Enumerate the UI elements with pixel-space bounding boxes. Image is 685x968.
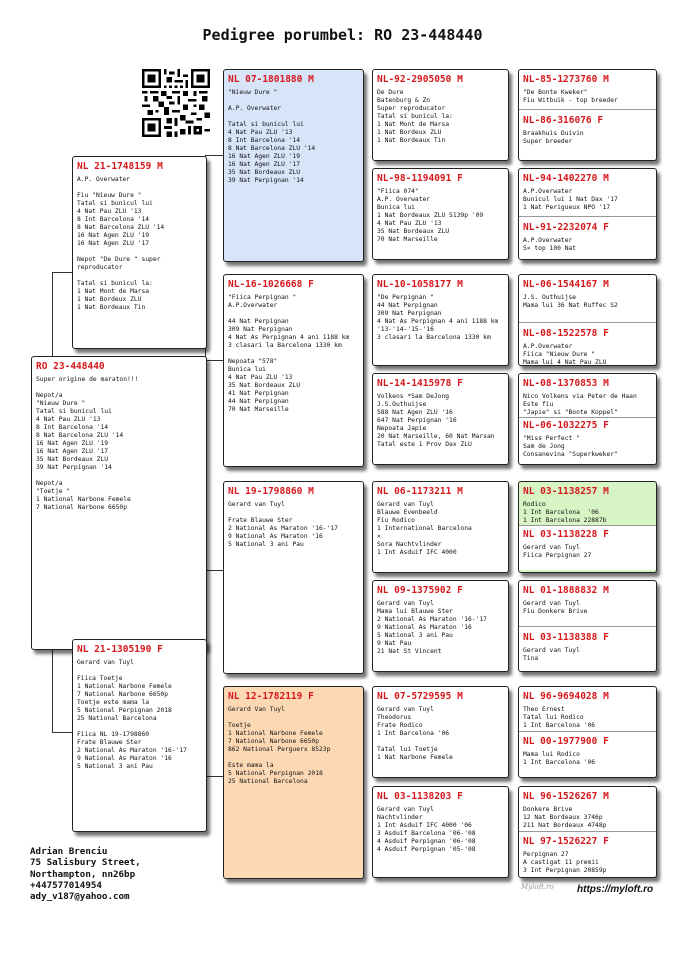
ggp-card-6[interactable] [372,580,509,672]
dam-card[interactable] [72,639,207,832]
ring-number: NL 09-1375902 F [377,585,463,596]
pigeon-details: Gerard van Tuyl Fiu Donkere Brive [523,600,588,615]
connector-line [52,272,73,357]
ring-number: NL-94-1402270 M [523,173,609,184]
pigeon-details: "Fiica Perpignan " A.P.Overwater 44 Nat Perpignan 309 Nat Perpignan 4 Nat As Perpignan 4 ani 1188 km 3 clasari la Barcelona 1330 km Nepoata "578" Bunica lui 4 Nat Pau ZLU '13 35 Nat Bordeaux ZLU 41 Nat Perpignan 44 Nat Perpignan 70 Nat Marseille [228,294,350,413]
ring-number: NL 03-1138388 F [523,632,609,643]
pigeon-details: A.P.Overwater Fiica "Nieuw Dure " Mama lui 4 Nat Pau ZLU [523,343,607,366]
gggp-pair-1[interactable] [518,69,657,161]
ring-number: NL-92-2905050 M [377,74,463,85]
pigeon-details: Gerard van Tuyl Nachtvlinder 1 Int Asduif IFC 4000 '06 3 Asduif Barcelona '06-'08 4 Asduif Perpignan '06-'08 4 Asduif Perpignan '05-'08 [377,806,476,853]
ring-number: NL-10-1058177 M [377,279,463,290]
sire-card[interactable] [72,156,207,349]
ring-number: NL-08-1370853 M [523,378,609,389]
ring-number: NL 21-1305190 F [77,644,163,655]
dam-dam-card[interactable] [223,686,364,879]
pigeon-details: Gerard van Tuyl Theodorus Frate Rodico 1 Int Barcelona '06 Tatal lui Toetje 1 Nat Narbone Femele [377,706,453,761]
pigeon-details: Gerard van Tuyl Tina [523,647,580,662]
divider [519,831,656,832]
ring-number: NL-86-316076 F [523,115,604,126]
gggp-pair-2[interactable] [518,168,657,260]
owner-name: Adrian Brenciu [30,846,108,857]
divider [519,417,656,418]
dam-sire-card[interactable] [223,481,364,674]
gggp-pair-8[interactable] [518,786,657,878]
ring-number: NL 19-1798860 M [228,486,314,497]
pigeon-details: "De Perpignan " 44 Nat Perpignan 309 Nat Perpignan 4 Nat As Perpignan 4 ani 1188 km '13-'14-'15-'16 3 clasari la Barcelona 1330 km [377,294,499,341]
gggp-pair-5[interactable] [518,481,657,573]
qr-code-icon[interactable] [142,69,210,137]
ring-number: NL 07-1801880 M [228,74,314,85]
pigeon-details: J.S. Outhuijse Mama lui 36 Nat Ruffec S2 [523,294,618,309]
ggp-card-1[interactable] [372,69,509,161]
divider [519,626,656,627]
gggp-pair-3[interactable] [518,274,657,366]
pigeon-details: Braakhuis Duivin Super breeder [523,130,584,145]
signature-watermark: Myloft.ro [521,883,554,891]
connector-line [205,155,224,198]
pigeon-details: Super origine de maraton!!! Nepot/a "Nieuw Dure " Tatal si bunicul lui 4 Nat Pau ZLU '13 8 Int Barcelona '14 8 Nat Barcelona ZLU '14 16 Nat Agen ZLU '19 16 Nat Agen ZLU '17 35 Nat Bordeaux ZLU 39 Nat Perpignan '14 Nepot/a "Toetje " 1 National Narbone Femele 7 National Narbone 6650p [36,376,139,511]
ring-number: NL 96-9694028 M [523,691,609,702]
ring-number: RO 23-448440 [36,361,105,372]
connector-line [52,650,73,733]
ring-number: NL 06-1173211 M [377,486,463,497]
pigeon-details: Donkere Brive 12 Nat Bordeaux 3746p 211 Nat Bordeaux 4748p [523,806,607,829]
pigeon-details: Gerard van Tuyl Fiica Perpignan 27 [523,544,592,559]
pigeon-details: Mama lui Rodico 1 Int Barcelona '06 [523,751,596,766]
pigeon-details: A.P. Overwater Fiu "Nieuw Dure " Tatal si bunicul lui 4 Nat Pau ZLU '13 8 Int Barcelona '14 8 Nat Barcelona ZLU '14 16 Nat Agen ZLU '19 16 Nat Agen ZLU '17 Nepot "De Dure " super reproducator Tatal si bunicul la: 1 Nat Mont de Marsa 1 Nat Bordeux ZLU 1 Nat Bordeaux Tin [77,176,165,311]
pigeon-details: "Nieuw Dure " A.P. Overwater Tatal si bunicul lui 4 Nat Pau ZLU '13 8 Int Barcelona '14 8 Nat Barcelona ZLU '14 16 Nat Agen ZLU '19 16 Nat Agen ZLU '17 35 Nat Bordeaux ZLU 39 Nat Perpignan '14 [228,89,316,184]
ggp-card-4[interactable] [372,373,509,465]
owner-contact [30,846,141,902]
ring-number: NL-16-1026668 F [228,279,314,290]
ring-number: NL 96-1526267 M [523,791,609,802]
gggp-pair-6[interactable] [518,580,657,672]
pigeon-details: "De Bonte Kweker" Fiu Witbuik - top breeder [523,89,618,104]
connector-line [205,570,224,648]
pigeon-details: Gerard van Tuyl Mama lui Blauwe Ster 2 National As Maraton '16-'17 9 National As Maraton '16 5 National 3 ani Pau 9 Nat Pau 21 Nat St Vincent [377,600,487,655]
page-title: Pedigree porumbel: RO 23-448440 [202,26,483,44]
ggp-card-8[interactable] [372,786,509,878]
pigeon-details: A.P.Overwater 5× top 100 Nat [523,237,577,252]
ring-number: NL-85-1273760 M [523,74,609,85]
pigeon-details: Volkens *Sam DeJong J.S.Outhuijse 588 Nat Agen ZLU '16 647 Nat Perpignan '16 Nepoata Japie 20 Nat Marseille, 60 Nat Marsan Tatal este 1 Prov Dax ZLU [377,393,495,448]
ring-number: NL-91-2232074 F [523,222,609,233]
ring-number: NL 03-1138257 M [523,486,609,497]
divider [519,216,656,217]
gggp-pair-7[interactable] [518,686,657,778]
ring-number: NL-14-1415978 F [377,378,463,389]
pigeon-details: Perpignan 27 A castigat 11 premii 3 Int Perpignan 20859p [523,851,607,874]
pigeon-details: Theo Ernest Tatal lui Rodico 1 Int Barcelona '06 [523,706,596,729]
ring-number: NL 97-1526227 F [523,836,609,847]
ring-number: NL 03-1138228 F [523,529,609,540]
ring-number: NL-08-1522578 F [523,328,609,339]
ring-number: NL 01-1888832 M [523,585,609,596]
pigeon-details: Gerard Van Tuyl Toetje 1 National Narbone Femele 7 National Narbone 6650p 862 National Perguerx 8523p Este mama la 5 National Perpignan 2018 25 National Barcelona [228,706,331,785]
pigeon-details: A.P.Overwater Bunicul lui 1 Nat Dax '17 1 Nat Perigueux NPO '17 [523,188,618,211]
subject-pigeon-card[interactable] [31,356,207,650]
pigeon-details: "Miss Perfect " Sam de Jong Consanevina "Superkweker" [523,435,618,458]
pigeon-details: Gerard van Tuyl Frate Blauwe Ster 2 National As Maraton '16-'17 9 National As Maraton '16 5 National 3 ani Pau [228,501,338,548]
ring-number: NL 03-1138203 F [377,791,463,802]
pigeon-details: "Fiica 074" A.P. Overwater Bunica lui 1 Nat Bordeaux ZLU 5139p '09 4 Nat Pau ZLU '13 35 Nat Bordeaux ZLU 70 Nat Marseille [377,188,484,243]
pigeon-details: Nico Volkens via Peter de Haan Este fiu "Japie" si "Bonte Koppel" [523,393,637,416]
ring-number: NL 21-1748159 M [77,161,163,172]
website-link[interactable]: https://myloft.ro [577,884,654,895]
pigeon-details: Gerard van Tuyl Blauwe Evenbeeld Fiu Rodico 1 International Barcelona × Sora Nachtvlinder 1 Int Asduif IFC 4000 [377,501,472,556]
sire-dam-card[interactable] [223,274,364,467]
ring-number: NL-98-1194091 F [377,173,463,184]
owner-email[interactable]: ady_v187@yahoo.com [30,891,130,903]
gggp-pair-4[interactable] [518,373,657,465]
ring-number: NL-06-1544167 M [523,279,609,290]
owner-phone: +447577014954 [30,879,102,891]
divider [519,322,656,323]
ring-number: NL-06-1032275 F [523,420,609,431]
ring-number: NL 12-1782119 F [228,691,314,702]
owner-street: 75 Salisbury Street, [30,857,141,869]
sire-sire-card[interactable] [223,69,364,262]
ggp-card-5[interactable] [372,481,509,573]
connector-line [205,690,224,777]
ring-number: NL 07-5729595 M [377,691,463,702]
divider [519,109,656,110]
pigeon-details: Gerard van Tuyl Fiica Toetje 1 National Narbone Femele 7 National Narbone 6650p Toetje este mama la 5 National Perpignan 2018 25 National Barcelona Fiica NL 19-1798860 Frate Blauwe Ster 2 National As Maraton '16-'17 9 National As Maraton '16 5 National 3 ani Pau [77,659,187,770]
ggp-card-3[interactable] [372,274,509,366]
ggp-card-7[interactable] [372,686,509,778]
owner-city: Northampton, nn26bp [30,868,136,880]
connector-line [205,300,224,361]
ggp-card-2[interactable] [372,168,509,260]
pigeon-details: Rodico 1 Int Barcelona '06 1 Int Barcelona 22887b [523,501,607,524]
pigeon-details: De Dure Batenburg & Zn Super reproducator Tatal si bunicul la: 1 Nat Mont de Marsa 1 Nat Bordeux ZLU 1 Nat Bordeaux Tin [377,89,453,144]
divider [519,731,656,732]
ring-number: NL 00-1977900 F [523,736,609,747]
